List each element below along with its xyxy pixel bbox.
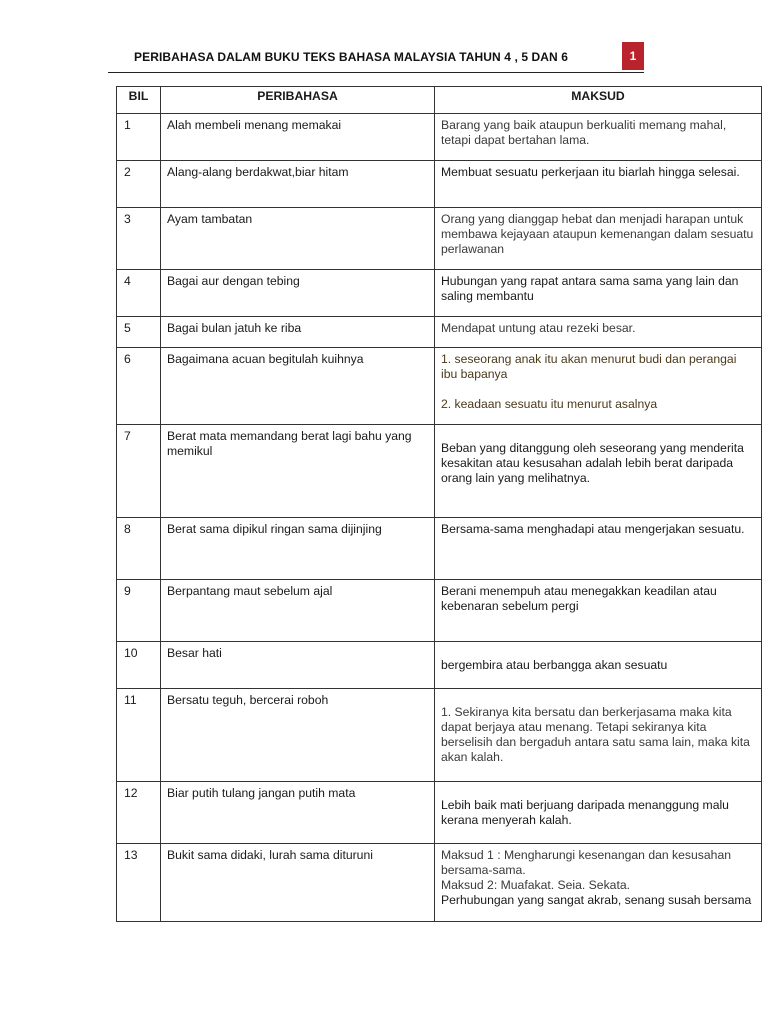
bil-cell: 7 xyxy=(117,425,161,518)
maksud-cell: Hubungan yang rapat antara sama sama yang lain dan saling membantu xyxy=(435,270,762,317)
peribahasa-cell: Besar hati xyxy=(161,642,435,689)
maksud-cell: Orang yang dianggap hebat dan menjadi harapan untuk membawa kejayaan ataupun kemenangan dalam sesuatu perlawanan xyxy=(435,208,762,270)
bil-cell: 12 xyxy=(117,782,161,844)
peribahasa-table xyxy=(116,86,762,922)
maksud-line: 2. keadaan sesuatu itu menurut asalnya xyxy=(441,397,658,411)
table-row xyxy=(117,844,762,922)
column-header-maksud: MAKSUD xyxy=(435,87,762,114)
table-row xyxy=(117,348,762,425)
maksud-cell xyxy=(435,689,762,782)
peribahasa-cell: Alah membeli menang memakai xyxy=(161,114,435,161)
maksud-cell: Barang yang baik ataupun berkualiti memang mahal, tetapi dapat bertahan lama. xyxy=(435,114,762,161)
peribahasa-cell: Berpantang maut sebelum ajal xyxy=(161,580,435,642)
peribahasa-cell: Biar putih tulang jangan putih mata xyxy=(161,782,435,844)
column-header-peribahasa: PERIBAHASA xyxy=(161,87,435,114)
maksud-line: 1. seseorang anak itu akan menurut budi dan perangai ibu bapanya xyxy=(441,352,737,381)
peribahasa-cell: Bagai bulan jatuh ke riba xyxy=(161,317,435,348)
peribahasa-cell: Berat sama dipikul ringan sama dijinjing xyxy=(161,518,435,580)
bil-cell: 4 xyxy=(117,270,161,317)
table-row xyxy=(117,518,762,580)
maksud-cell: Berani menempuh atau menegakkan keadilan atau kebenaran sebelum pergi xyxy=(435,580,762,642)
maksud-line: Maksud 2: Muafakat. Seia. Sekata. xyxy=(441,878,631,892)
column-header-bil: BIL xyxy=(117,87,161,114)
bil-cell: 3 xyxy=(117,208,161,270)
table-row xyxy=(117,161,762,208)
table-row xyxy=(117,114,762,161)
maksud-line: 1. Sekiranya kita bersatu dan berkerjasama maka kita dapat berjaya atau menang. Tetapi sekiranya kita berselisih dan bergaduh antara satu sama lain, maka kita akan kalah. xyxy=(441,705,750,764)
maksud-line: Lebih baik mati berjuang daripada menanggung malu kerana menyerah kalah. xyxy=(441,798,729,827)
maksud-line: bergembira atau berbangga akan sesuatu xyxy=(441,658,668,672)
maksud-cell xyxy=(435,425,762,518)
maksud-cell: Bersama-sama menghadapi atau mengerjakan sesuatu. xyxy=(435,518,762,580)
page-header xyxy=(108,40,644,73)
maksud-cell: Membuat sesuatu perkerjaan itu biarlah hingga selesai. xyxy=(435,161,762,208)
table-header-row xyxy=(117,87,762,114)
peribahasa-cell: Berat mata memandang berat lagi bahu yang memikul xyxy=(161,425,435,518)
bil-cell: 13 xyxy=(117,844,161,922)
table-row xyxy=(117,208,762,270)
peribahasa-cell: Bersatu teguh, bercerai roboh xyxy=(161,689,435,782)
peribahasa-cell: Bukit sama didaki, lurah sama dituruni xyxy=(161,844,435,922)
maksud-cell: Mendapat untung atau rezeki besar. xyxy=(435,317,762,348)
bil-cell: 5 xyxy=(117,317,161,348)
table-row xyxy=(117,642,762,689)
maksud-cell xyxy=(435,782,762,844)
bil-cell: 9 xyxy=(117,580,161,642)
bil-cell: 8 xyxy=(117,518,161,580)
peribahasa-cell: Bagai aur dengan tebing xyxy=(161,270,435,317)
bil-cell: 11 xyxy=(117,689,161,782)
maksud-cell xyxy=(435,348,762,425)
table-row xyxy=(117,425,762,518)
table-row xyxy=(117,580,762,642)
maksud-line: Maksud 1 : Mengharungi kesenangan dan kesusahan bersama-sama. xyxy=(441,848,731,877)
header-title: PERIBAHASA DALAM BUKU TEKS BAHASA MALAYSIA TAHUN 4 , 5 DAN 6 xyxy=(134,50,569,64)
bil-cell: 10 xyxy=(117,642,161,689)
maksud-line: Perhubungan yang sangat akrab, senang susah bersama xyxy=(441,893,752,907)
table-row xyxy=(117,782,762,844)
maksud-line: Beban yang ditanggung oleh seseorang yang menderita kesakitan atau kesusahan adalah lebih berat daripada orang lain yang melihatnya. xyxy=(441,441,744,485)
table-row xyxy=(117,317,762,348)
maksud-cell xyxy=(435,642,762,689)
peribahasa-cell: Bagaimana acuan begitulah kuihnya xyxy=(161,348,435,425)
maksud-cell xyxy=(435,844,762,922)
bil-cell: 2 xyxy=(117,161,161,208)
peribahasa-cell: Ayam tambatan xyxy=(161,208,435,270)
peribahasa-cell: Alang-alang berdakwat,biar hitam xyxy=(161,161,435,208)
page-number-badge: 1 xyxy=(622,42,644,70)
bil-cell: 6 xyxy=(117,348,161,425)
bil-cell: 1 xyxy=(117,114,161,161)
table-row xyxy=(117,689,762,782)
table-row xyxy=(117,270,762,317)
